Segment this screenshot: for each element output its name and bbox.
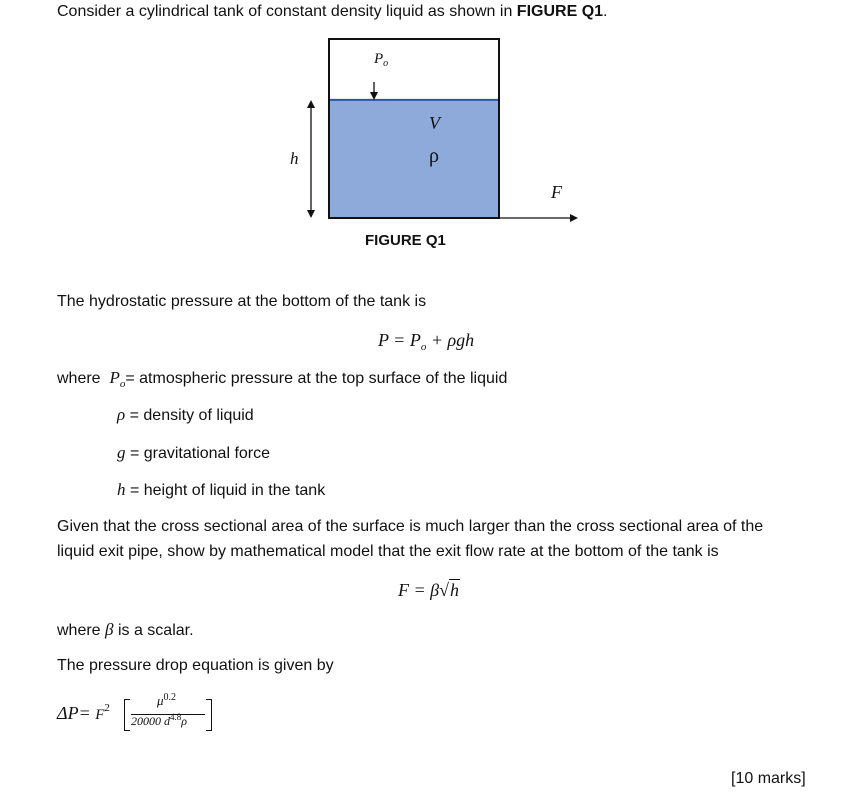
beta-note	[57, 620, 194, 640]
marks-label: [10 marks]	[731, 770, 806, 787]
def-g-sym: g	[117, 443, 126, 462]
def-g	[117, 443, 270, 463]
def-p0-sub: o	[119, 378, 126, 390]
figure-caption: FIGURE Q1	[365, 232, 446, 249]
given-line-2: liquid exit pipe, show by mathematical model that the exit flow rate at the bottom of the tank is	[57, 543, 719, 560]
def-h	[117, 480, 325, 500]
hydro-eq-right: + ρgh	[426, 330, 475, 350]
def-rho-sym: ρ	[117, 405, 126, 424]
intro-line	[57, 3, 607, 21]
given-line-1: Given that the cross sectional area of the surface is much larger than the cross sectional area of the	[57, 518, 764, 535]
hydrostatic-lead: The hydrostatic pressure at the bottom of the tank is	[57, 293, 427, 310]
pd-num-exp: 0.2	[163, 692, 177, 703]
def-h-text: = height of liquid in the tank	[125, 482, 326, 499]
p0-label-sub: o	[383, 58, 389, 69]
intro-end: .	[603, 3, 608, 20]
pd-denominator	[131, 714, 187, 729]
hydro-eq-left: P = P	[378, 330, 421, 350]
pd-right-bracket	[206, 699, 212, 731]
flow-eq-left: F = β	[398, 580, 440, 600]
pd-numerator	[157, 693, 176, 709]
pd-lhs-text: ΔP=	[57, 703, 96, 723]
pd-f-exp: 2	[104, 702, 110, 714]
pd-den-exp: 4.8	[170, 712, 182, 722]
pd-num: μ	[157, 693, 164, 708]
pd-den: 20000 d	[131, 714, 170, 728]
p0-label	[374, 51, 388, 68]
hydrostatic-equation	[378, 330, 474, 351]
flow-eq-sqrt: √	[439, 580, 449, 600]
pd-f: F	[95, 707, 105, 723]
def-p0	[57, 368, 507, 388]
def-h-sym: h	[117, 480, 126, 499]
def-g-text: = gravitational force	[125, 445, 271, 462]
rho-label: ρ	[429, 145, 439, 167]
h-label: h	[290, 149, 299, 168]
f-label: F	[551, 182, 562, 202]
pd-den-rho: ρ	[181, 714, 188, 728]
h-arrowhead-top	[307, 100, 315, 108]
beta-pre: where	[57, 622, 106, 639]
beta-post: is a scalar.	[113, 622, 194, 639]
h-arrowhead-bottom	[307, 210, 315, 218]
def-p0-text: = atmospheric pressure at the top surface of the liquid	[125, 370, 508, 387]
p0-label-text: P	[374, 51, 384, 67]
flow-eq-h: h	[450, 580, 459, 600]
f-arrowhead	[570, 214, 578, 222]
def-p0-sym: P	[109, 368, 120, 387]
pressure-drop-lead: The pressure drop equation is given by	[57, 657, 334, 674]
pd-lhs	[57, 703, 110, 724]
hydro-eq-sub: o	[420, 341, 427, 353]
pd-left-bracket	[124, 699, 130, 731]
def-rho	[117, 405, 254, 425]
tank-figure	[270, 32, 590, 249]
liquid-body	[329, 100, 499, 218]
v-label: V	[429, 113, 440, 133]
flow-equation	[398, 580, 460, 601]
intro-text: Consider a cylindrical tank of constant density liquid as shown in	[57, 3, 517, 20]
def-where: where	[57, 370, 101, 387]
beta-sym: β	[105, 620, 114, 639]
def-rho-text: = density of liquid	[125, 407, 254, 424]
intro-figure-ref: FIGURE Q1	[516, 3, 604, 20]
p0-arrowhead	[370, 92, 378, 100]
